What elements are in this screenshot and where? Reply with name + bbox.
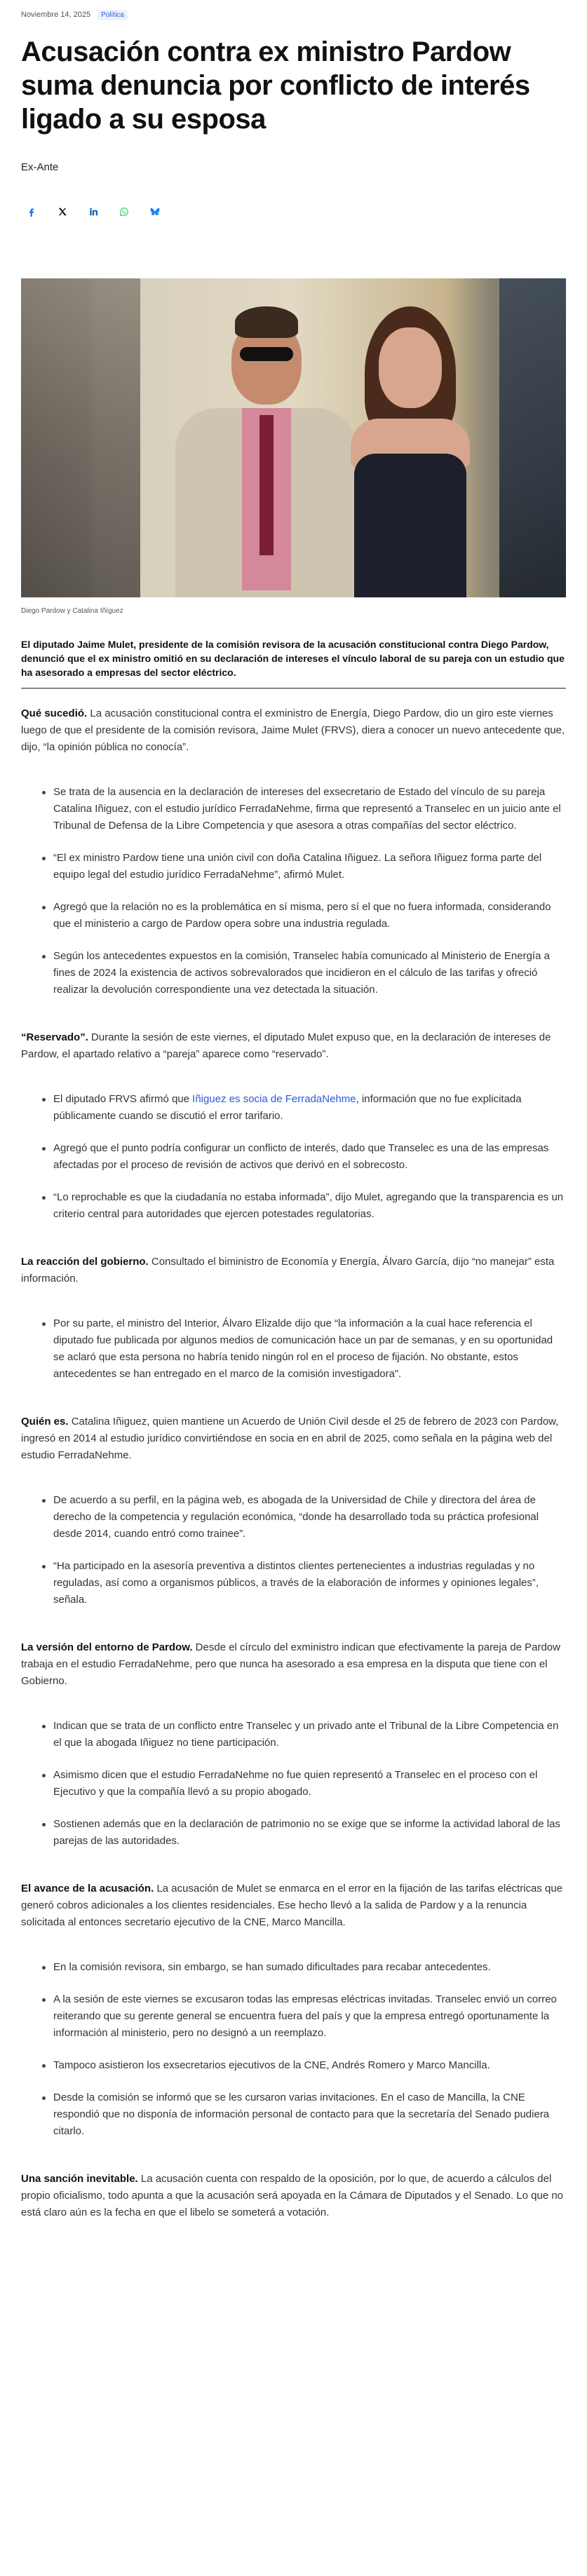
section-heading: La reacción del gobierno. (21, 1256, 149, 1268)
section-paragraph (21, 1029, 566, 1063)
list-item: Asimismo dicen que el estudio FerradaNehme no fue quien representó a Transelec en el proceso con el Ejecutivo y que la compañía llevó a su propio abogado. (42, 1767, 566, 1801)
author-name[interactable]: Ex-Ante (21, 161, 59, 173)
list-item: Indican que se trata de un conflicto entre Transelec y un privado ante el Tribunal de la Libre Competencia en el que la abogada Iñiguez no tiene participación. (42, 1718, 566, 1751)
list-item: Según los antecedentes expuestos en la comisión, Transelec había comunicado al Ministerio de Energía a fines de 2024 la existencia de activos sobrevalorados que incidieron en el cálculo de las tarifas y ofreció realizar la devolución correspondiente una vez detectada la situación. (42, 948, 566, 998)
list-item: Por su parte, el ministro del Interior, Álvaro Elizalde dijo que “la información a la cual hace referencia el diputado fue publicada por algunos medios de comunicación hace un par de semanas, y en su oportunidad se aclaró que esta persona no habría tenido ningún rol en el proceso de fijación. No obstante, estos antecedentes se han entregado en el marco de la comisión investigadora”. (42, 1315, 566, 1383)
list-item: Tampoco asistieron los exsecretarios ejecutivos de la CNE, Andrés Romero y Marco Mancilla. (42, 2057, 566, 2074)
list-item: Sostienen además que en la declaración de patrimonio no se exige que se informe la actividad laboral de las parejas de las autoridades. (42, 1816, 566, 1850)
list-item: Se trata de la ausencia en la declaración de intereses del exsecretario de Estado del vínculo de su pareja Catalina Iñiguez, con el estudio jurídico FerradaNehme, firma que representó a Transelec en un juicio ante el Tribunal de Defensa de la Libre Competencia y que asesora a otras compañías del sector eléctrico. (42, 784, 566, 834)
bullet-list (21, 1492, 566, 1608)
article-meta (21, 0, 566, 20)
sunglasses (240, 347, 293, 361)
background-left (21, 278, 140, 597)
section-text: Consultado el biministro de Economía y Energía, Álvaro García, dijo “no manejar” esta información. (21, 1256, 555, 1284)
section-text: Catalina Iñiguez, quien mantiene un Acuerdo de Unión Civil desde el 25 de febrero de 2023 con Pardow, ingresó en 2014 al estudio jurídico convirtiéndose en socia en en abril de 2025, como señala en la página web del estudio FerradaNehme. (21, 1416, 559, 1461)
man-tie (259, 415, 274, 555)
bluesky-icon (150, 207, 160, 217)
section-reservado (21, 1029, 566, 1223)
linkedin-icon (88, 207, 98, 217)
list-item: “Lo reprochable es que la ciudadanía no estaba informada”, dijo Mulet, agregando que la transparencia es un criterio central para autoridades que ejercen potestades regulatorias. (42, 1189, 566, 1223)
section-heading: El avance de la acusación. (21, 1883, 154, 1894)
section-text: Durante la sesión de este viernes, el diputado Mulet expuso que, en la declaración de intereses de Pardow, el apartado relativo a “pareja” aparece como “reservado”. (21, 1031, 551, 1060)
section-version-entorno (21, 1639, 566, 1850)
section-paragraph (21, 705, 566, 756)
list-item: En la comisión revisora, sin embargo, se han sumado dificultades para recabar antecedentes. (42, 1959, 566, 1976)
section-heading: “Reservado”. (21, 1031, 88, 1043)
section-que-sucedio (21, 705, 566, 998)
section-heading: La versión del entorno de Pardow. (21, 1641, 193, 1653)
bullet-list (21, 784, 566, 998)
share-bar (21, 201, 566, 222)
bullet-list (21, 1315, 566, 1383)
list-item: Agregó que la relación no es la problemática en sí misma, pero sí el que no fuera informada, considerando que el ministerio a cargo de Pardow opera sobre una industria regulada. (42, 899, 566, 933)
socia-ferradanehme-link[interactable]: Iñiguez es socia de FerradaNehme (192, 1093, 356, 1105)
article-hero-image (21, 278, 566, 597)
share-whatsapp-button[interactable] (114, 201, 135, 222)
facebook-icon (27, 207, 36, 217)
man-hair (235, 306, 298, 338)
list-item (42, 1091, 566, 1125)
image-caption: Diego Pardow y Catalina Iñíguez (21, 607, 123, 615)
background-right (499, 278, 566, 597)
section-text: La acusación cuenta con respaldo de la oposición, por lo que, de acuerdo a cálculos del propio oficialismo, todo apunta a que la acusación será apoyada en la Cámara de Diputados y el Senado. Lo que no está claro aún es la fecha en que el libelo se someterá a votación. (21, 2173, 564, 2218)
section-paragraph (21, 1639, 566, 1690)
section-heading: Quién es. (21, 1416, 69, 1428)
section-text: Desde el círculo del exministro indican que efectivamente la pareja de Pardow trabaja en el estudio FerradaNehme, pero que nunca ha asesorado a esa empresa en la disputa que tiene con el Gobierno. (21, 1641, 560, 1687)
whatsapp-icon (119, 207, 129, 217)
share-facebook-button[interactable] (21, 201, 42, 222)
article-title: Acusación contra ex ministro Pardow suma denuncia por conflicto de interés ligado a su esposa (21, 36, 530, 135)
list-item-text: El diputado FRVS afirmó que (53, 1093, 193, 1105)
section-paragraph (21, 1254, 566, 1287)
list-item: De acuerdo a su perfil, en la página web, es abogada de la Universidad de Chile y directora del área de derecho de la competencia y regulación económica, “donde ha desarrollado toda su práctica profesional desde 2014, cuando entró como trainee”. (42, 1492, 566, 1543)
bullet-list (21, 1091, 566, 1223)
x-icon (58, 207, 67, 217)
bullet-list (21, 1718, 566, 1850)
list-item-text: , información que no fue explicitada públicamente cuando se discutió el error tarifario. (53, 1093, 522, 1122)
bullet-list (21, 1959, 566, 2140)
list-item: “Ha participado en la asesoría preventiva a distintos clientes pertenecientes a industrias reguladas y no reguladas, así como a organismos públicos, a través de la elaboración de informes y opiniones legales”, señala. (42, 1558, 566, 1608)
section-text: La acusación de Mulet se enmarca en el error en la fijación de las tarifas eléctricas que generó cobros adicionales a los clientes residenciales. Ese hecho llevó a la salida de Pardow y a la renuncia solicitada al entonces secretario ejecutivo de la CNE, Marco Mancilla. (21, 1883, 563, 1928)
section-paragraph (21, 2171, 566, 2221)
section-quien-es (21, 1414, 566, 1608)
list-item: Agregó que el punto podría configurar un conflicto de interés, dado que Transelec es una de las empresas afectadas por el proceso de revisión de activos que derivó en el sobrecosto. (42, 1140, 566, 1174)
list-item: A la sesión de este viernes se excusaron todas las empresas eléctricas invitadas. Transelec envió un correo reiterando que su gerente general se encuentra fuera del país y que la empresa entregó oportunamente la información al ministerio, pero no designó a un reemplazo. (42, 1991, 566, 2042)
woman-dress (354, 454, 466, 597)
section-paragraph (21, 1414, 566, 1464)
section-text: La acusación constitucional contra el exministro de Energía, Diego Pardow, dio un giro este viernes luego de que el presidente de la comisión revisora, Jaime Mulet (FRVS), diera a conocer un nuevo antecedente que, dijo, “la opinión pública no conocía”. (21, 707, 565, 753)
list-item: Desde la comisión se informó que se les cursaron varias invitaciones. En el caso de Mancilla, la CNE respondió que no disponía de información personal de contacto para que la secretaría del Senado pudiera citarlo. (42, 2089, 566, 2140)
section-sancion-inevitable (21, 2171, 566, 2221)
publish-date: Noviembre 14, 2025 (21, 11, 91, 19)
share-bluesky-button[interactable] (144, 201, 166, 222)
share-x-button[interactable] (52, 201, 73, 222)
section-heading: Una sanción inevitable. (21, 2173, 138, 2185)
section-heading: Qué sucedió. (21, 707, 88, 719)
section-reaccion-gobierno (21, 1254, 566, 1383)
share-linkedin-button[interactable] (83, 201, 104, 222)
article-lead: El diputado Jaime Mulet, presidente de la comisión revisora de la acusación constitucional contra Diego Pardow, denunció que el ex ministro omitió en su declaración de intereses el vínculo laboral de su pareja con un estudio que ha asesorado a empresas del sector eléctrico. (21, 637, 566, 689)
section-paragraph (21, 1880, 566, 1931)
list-item: “El ex ministro Pardow tiene una unión civil con doña Catalina Iñiguez. La señora Iñiguez forma parte del equipo legal del estudio jurídico FerradaNehme”, afirmó Mulet. (42, 850, 566, 883)
section-avance-acusacion (21, 1880, 566, 2140)
category-tag[interactable]: Política (97, 10, 128, 20)
woman-face (379, 327, 442, 408)
